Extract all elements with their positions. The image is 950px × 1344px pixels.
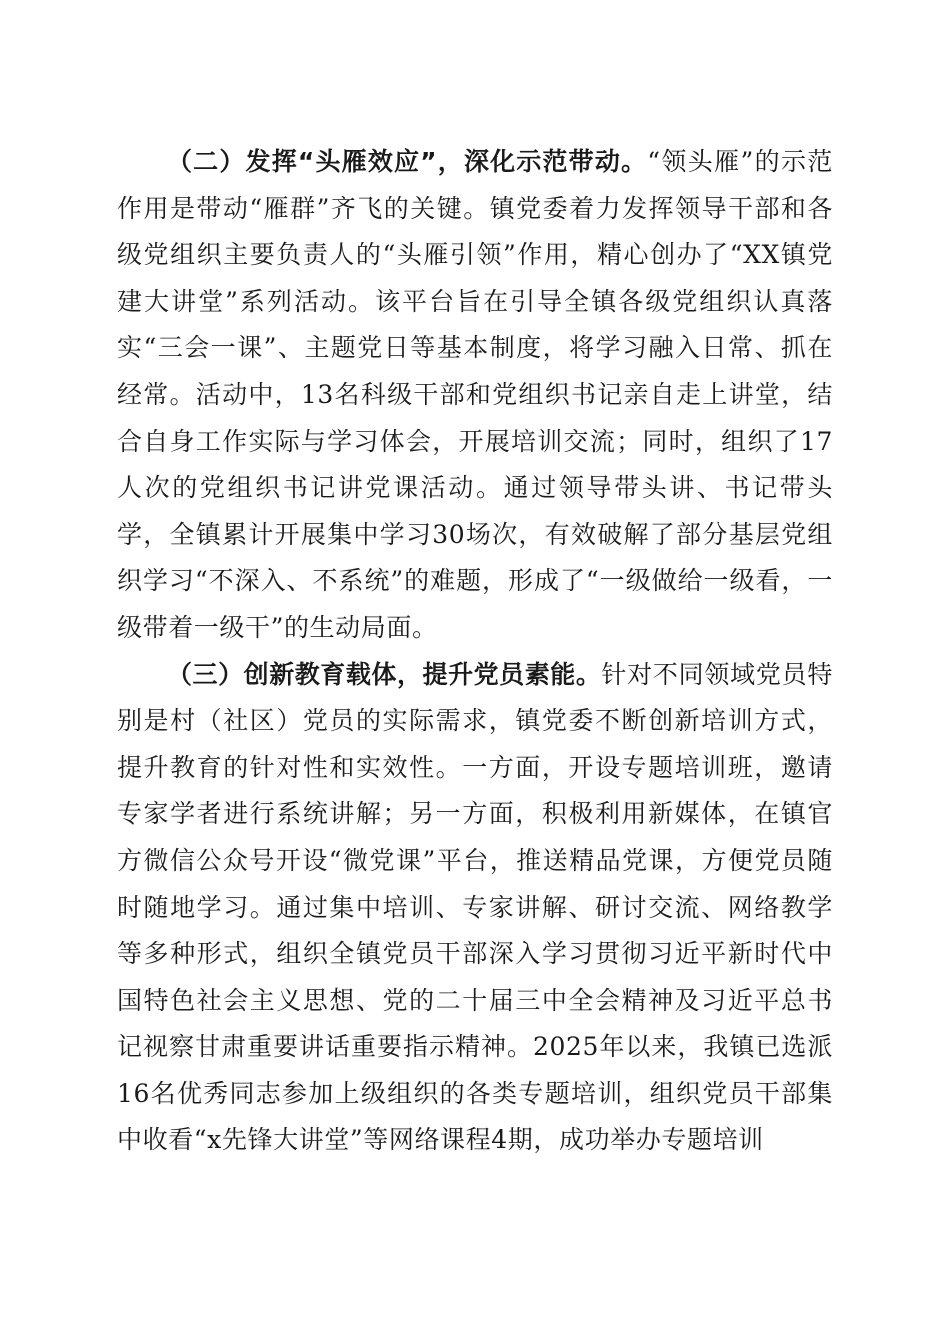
paragraph-section-2 [117,139,833,652]
section-3-heading: （三）创新教育载体，提升党员素能。 [167,659,602,689]
document-body [117,139,833,1164]
section-2-heading: （二）发挥“头雁效应”，深化示范带动。 [167,147,648,176]
section-2-body: “领头雁”的示范作用是带动“雁群”齐飞的关键。镇党委着力发挥领导干部和各级党组织主要负责人的“头雁引领”作用，精心创办了“XX镇党建大讲堂”系列活动。该平台旨在引导全镇各级党组织认真落实“三会一课”、主题党日等基本制度，将学习融入日常、抓在经常。活动中，13名科级干部和党组织书记亲自走上讲堂，结合自身工作实际与学习体会，开展培训交流；同时，组织了17人次的党组织书记讲党课活动。通过领导带头讲、书记带头学，全镇累计开展集中学习30场次，有效破解了部分基层党组织学习“不深入、不系统”的难题，形成了“一级做给一级看，一级带着一级干”的生动局面。 [117,147,833,642]
section-3-body: 针对不同领域党员特别是村（社区）党员的实际需求，镇党委不断创新培训方式，提升教育的针对性和实效性。一方面，开设专题培训班，邀请专家学者进行系统讲解；另一方面，积极利用新媒体，在镇官方微信公众号开设“微党课”平台，推送精品党课，方便党员随时随地学习。通过集中培训、专家讲解、研讨交流、网络教学等多种形式，组织全镇党员干部深入学习贯彻习近平新时代中国特色社会主义思想、党的二十届三中全会精神及习近平总书记视察甘肃重要讲话重要指示精神。2025年以来，我镇已选派16名优秀同志参加上级组织的各类专题培训，组织党员干部集中收看“x先锋大讲堂”等网络课程4期，成功举办专题培训 [117,659,833,1155]
paragraph-section-3 [117,652,833,1165]
